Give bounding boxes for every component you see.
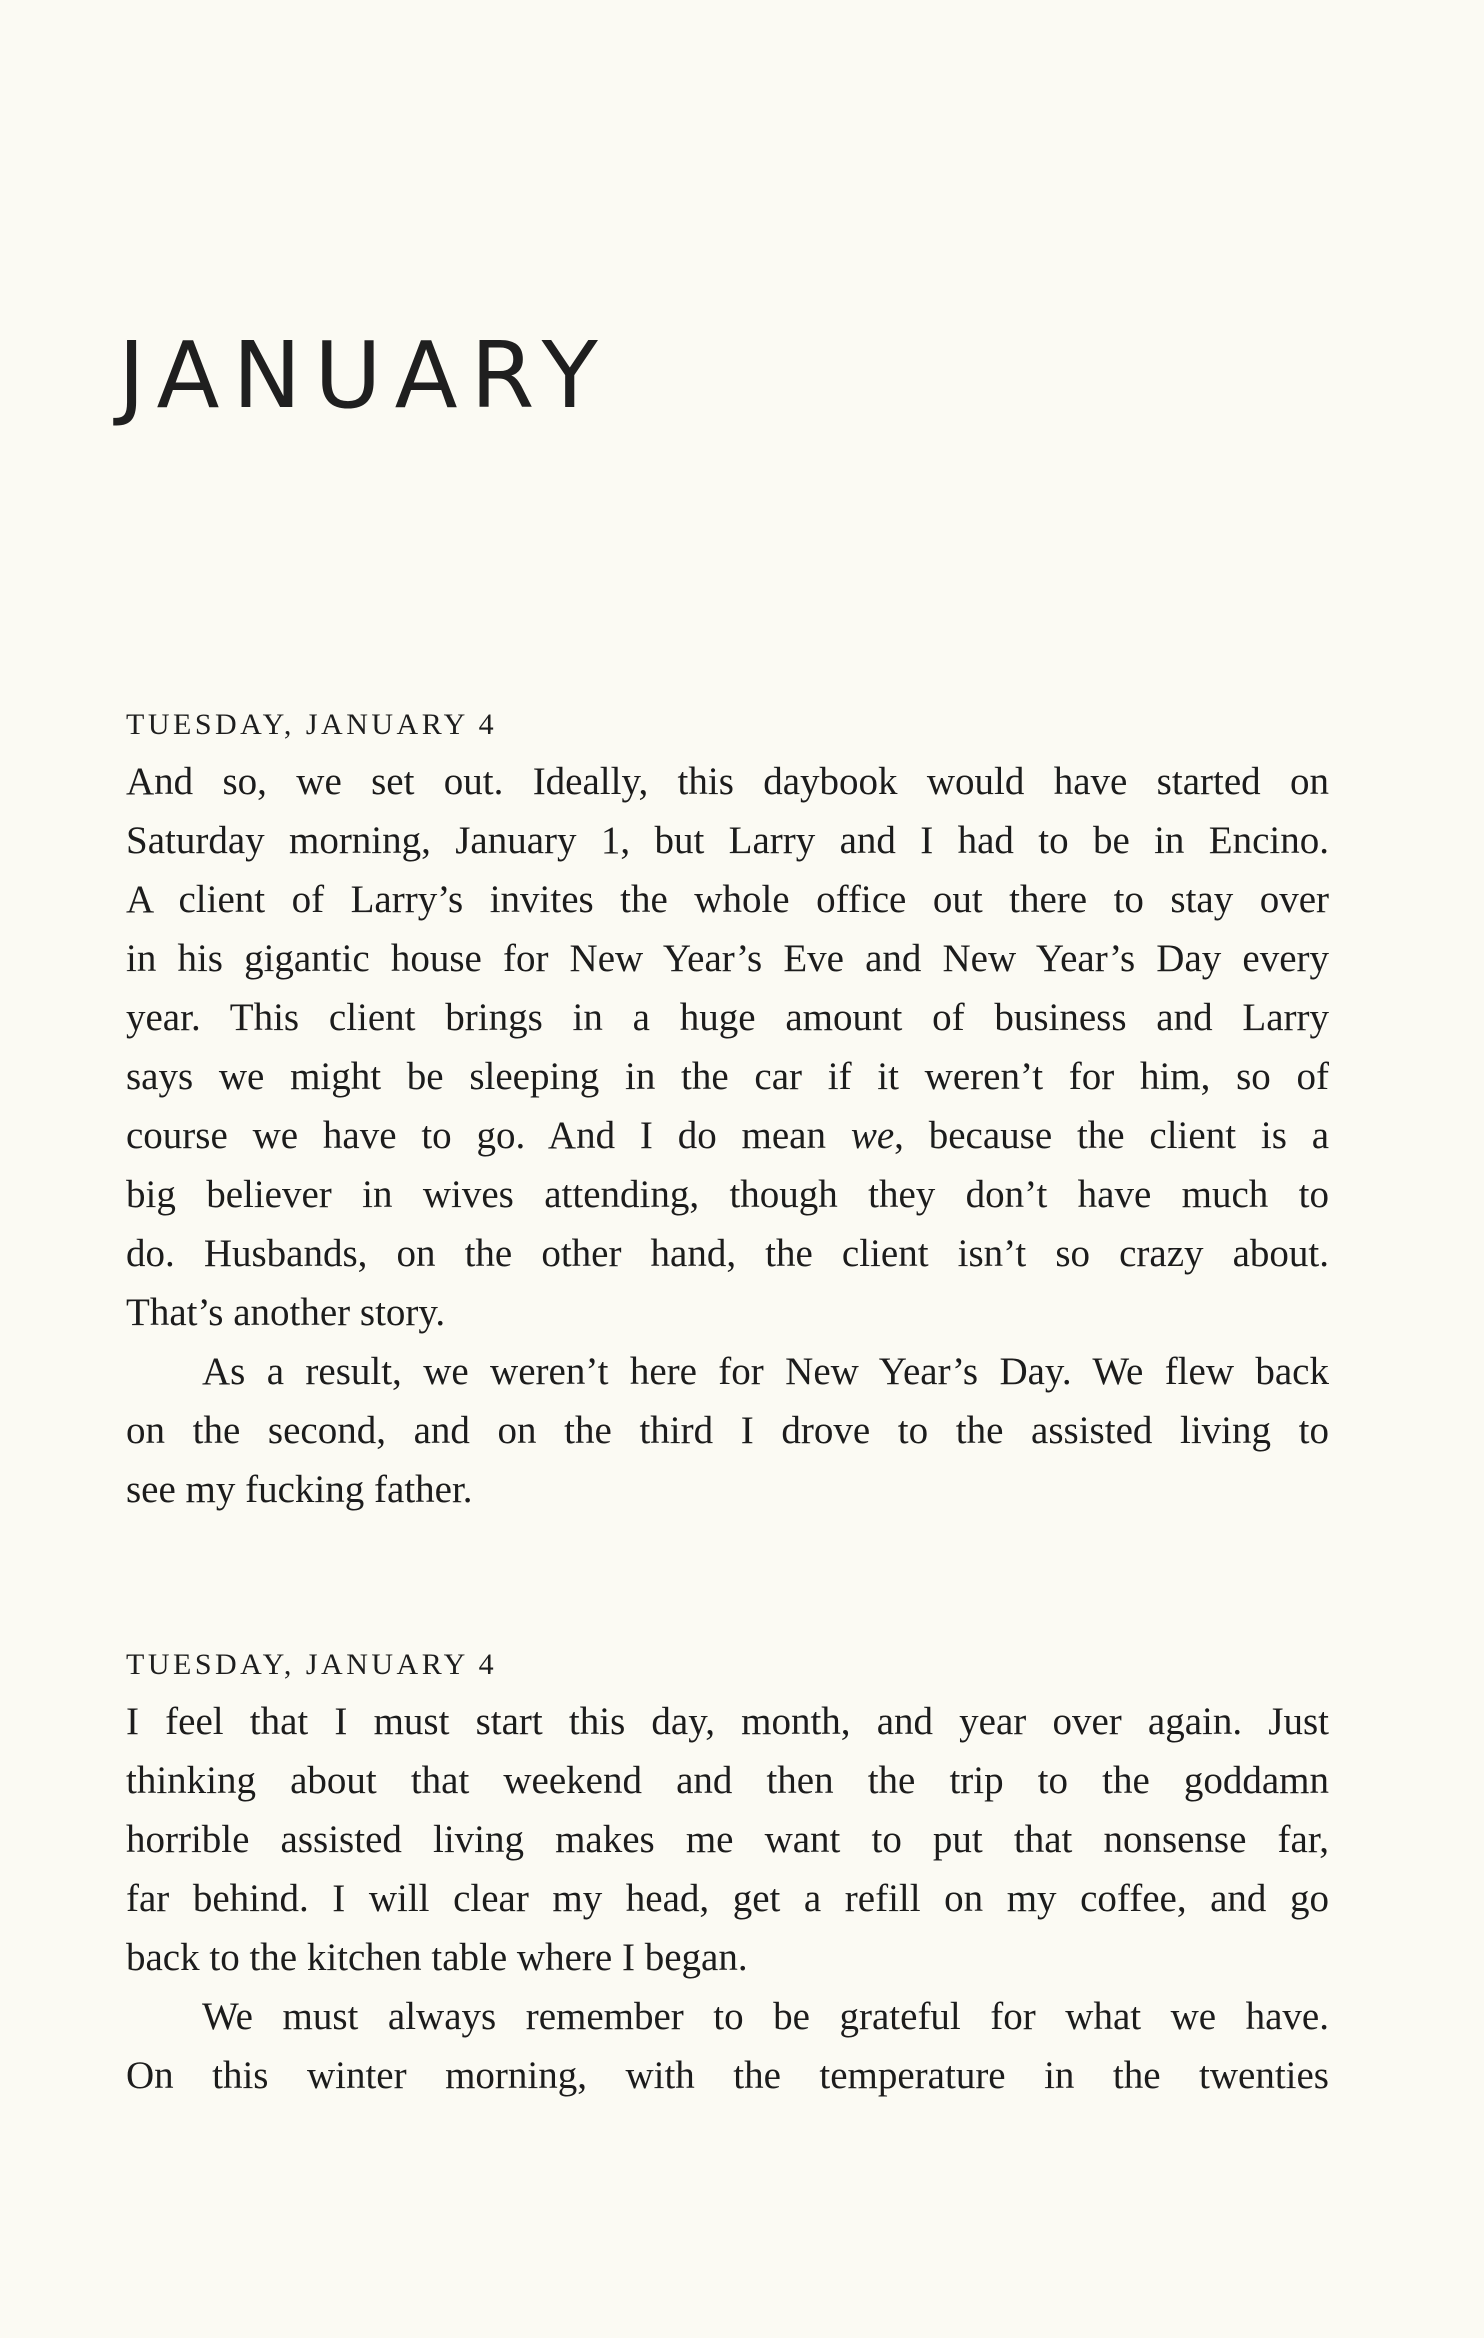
text-line: horrible assisted living makes me want to put that nonsense far, xyxy=(126,1818,1329,1861)
text-line: On this winter morning, with the temperature in the twenties xyxy=(126,2054,1329,2097)
text-segment: course we have to go. And I do mean xyxy=(126,1114,826,1157)
emphasis-word: we xyxy=(850,1114,895,1157)
text-line: on the second, and on the third I drove to the assisted living to xyxy=(126,1409,1329,1452)
text-line: big believer in wives attending, though they don’t have much to xyxy=(126,1173,1329,1216)
text-line: And so, we set out. Ideally, this daybook would have started on xyxy=(126,760,1329,803)
entry-paragraph xyxy=(126,752,1329,1342)
text-line: As a result, we weren’t here for New Year’s Day. We flew back xyxy=(202,1350,1329,1393)
text-line xyxy=(126,1106,1329,1165)
entry-paragraph xyxy=(126,1342,1329,1519)
text-line: see my fucking father. xyxy=(126,1468,473,1511)
text-line: back to the kitchen table where I began. xyxy=(126,1936,748,1979)
chapter-title: JANUARY xyxy=(118,322,611,429)
entry-paragraph xyxy=(126,1987,1329,2105)
text-line: I feel that I must start this day, month, and year over again. Just xyxy=(126,1700,1329,1743)
text-line: Saturday morning, January 1, but Larry and I had to be in Encino. xyxy=(126,819,1329,862)
text-line: far behind. I will clear my head, get a refill on my coffee, and go xyxy=(126,1877,1329,1920)
text-line: That’s another story. xyxy=(126,1291,446,1334)
entry-date: TUESDAY, JANUARY 4 xyxy=(126,1648,498,1681)
text-line: A client of Larry’s invites the whole office out there to stay over xyxy=(126,878,1329,921)
entry-paragraph xyxy=(126,1692,1329,1987)
text-line: thinking about that weekend and then the trip to the goddamn xyxy=(126,1759,1329,1802)
text-line: says we might be sleeping in the car if it weren’t for him, so of xyxy=(126,1055,1329,1098)
diary-entry xyxy=(126,700,1329,1519)
diary-entry xyxy=(126,1640,1329,2105)
text-line: do. Husbands, on the other hand, the client isn’t so crazy about. xyxy=(126,1232,1329,1275)
entry-date: TUESDAY, JANUARY 4 xyxy=(126,708,498,741)
text-line: in his gigantic house for New Year’s Eve and New Year’s Day every xyxy=(126,937,1329,980)
text-line: We must always remember to be grateful for what we have. xyxy=(202,1995,1329,2038)
text-segment: , because the client is a xyxy=(894,1114,1330,1157)
text-line: year. This client brings in a huge amount of business and Larry xyxy=(126,996,1329,1039)
